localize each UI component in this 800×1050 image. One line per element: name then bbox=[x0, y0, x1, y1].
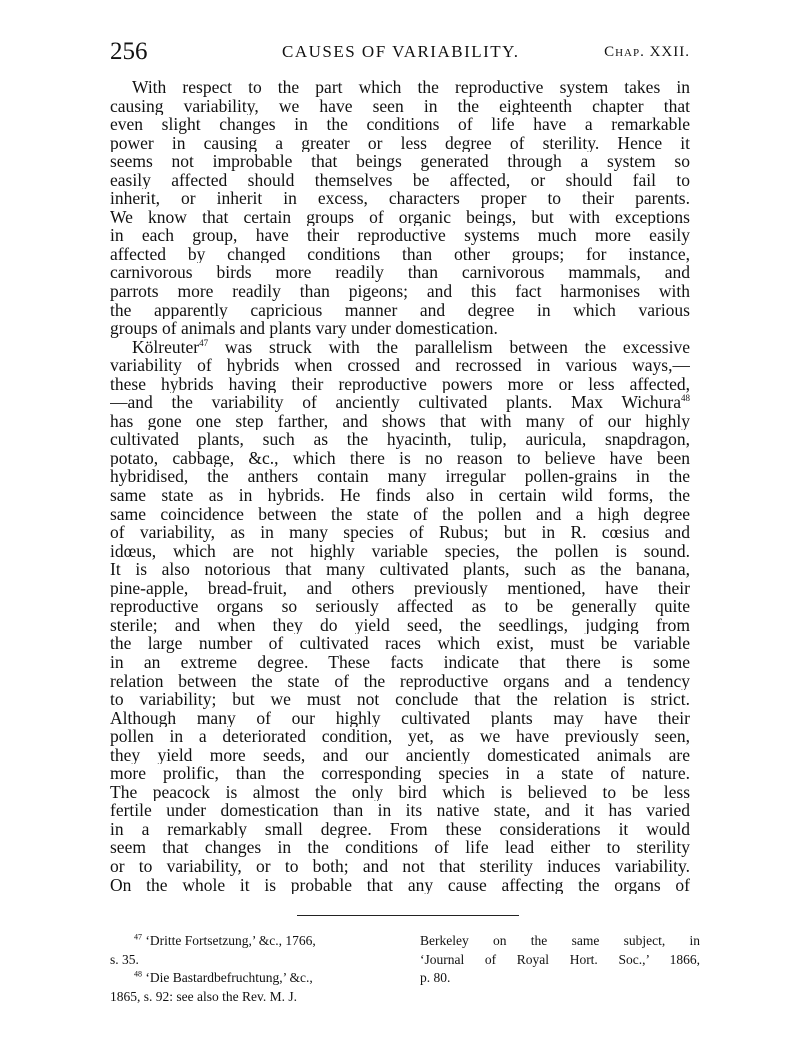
footnote-line bbox=[110, 932, 400, 951]
line-text: reproductive organs so seriously affected as to be generally quite bbox=[110, 597, 690, 616]
line-text: seems not improbable that beings generated through a system so bbox=[110, 152, 690, 171]
running-title: CAUSES OF VARIABILITY. bbox=[282, 42, 520, 61]
body-text bbox=[110, 78, 690, 894]
line-text: fertile under domestication than in its native state, and it has varied bbox=[110, 801, 690, 820]
text-line bbox=[110, 838, 690, 857]
line-text: hybridised, the anthers contain many irregular pollen-grains in the bbox=[110, 467, 690, 487]
text-line bbox=[110, 208, 690, 227]
footnote-ref[interactable]: 48 bbox=[681, 393, 690, 404]
line-text: idœus, which are not highly variable species, the pollen is sound. bbox=[110, 541, 690, 561]
line-text: Kölreuter bbox=[132, 337, 200, 357]
text-line bbox=[110, 356, 690, 375]
text-line bbox=[110, 727, 690, 746]
line-text: We know that certain groups of organic beings, but with exceptions bbox=[110, 207, 690, 227]
line-text: to variability; but we must not conclude that the relation is strict. bbox=[110, 690, 690, 709]
line-text: the apparently capricious manner and degree in which various bbox=[110, 300, 690, 320]
text-line bbox=[110, 189, 690, 208]
footnote-text: ‘Dritte Fortsetzung,’ &c., 1766, bbox=[142, 933, 316, 948]
footnote-text: s. 35. bbox=[110, 951, 139, 967]
line-text: parrots more readily than pigeons; and this fact harmonises with bbox=[110, 282, 690, 301]
text-line bbox=[110, 486, 690, 505]
line-text: sterile; and when they do yield seed, the seedlings, judging from bbox=[110, 615, 690, 635]
line-text-continued: was struck with the parallelism between the excessive bbox=[208, 337, 690, 357]
text-line bbox=[110, 134, 690, 153]
text-line bbox=[110, 820, 690, 839]
footnote-text: Berkeley on the same subject, in bbox=[420, 933, 700, 948]
line-text: relation between the state of the reproductive organs and a tendency bbox=[110, 671, 690, 691]
footnote-text: ‘Die Bastardbefruchtung,’ &c., bbox=[142, 970, 313, 985]
footnote-line bbox=[110, 969, 400, 988]
text-line bbox=[110, 523, 690, 542]
text-line bbox=[110, 560, 690, 579]
line-text: cultivated plants, such as the hyacinth, tulip, auricula, snapdragon, bbox=[110, 430, 690, 449]
footnotes-left-column bbox=[110, 932, 400, 1006]
line-text: affected by changed conditions than other groups; for instance, bbox=[110, 244, 690, 264]
chapter-label: Chap. XXII. bbox=[604, 44, 690, 60]
text-line bbox=[110, 412, 690, 431]
line-text: —and the variability of anciently cultivated plants. Max Wichura bbox=[110, 393, 681, 412]
footnotes-right-column bbox=[420, 932, 700, 988]
text-line bbox=[110, 653, 690, 672]
footnote-line bbox=[110, 951, 400, 970]
footnote-number: 48 bbox=[134, 969, 142, 979]
text-line bbox=[110, 579, 690, 598]
line-text: On the whole it is probable that any cause affecting the organs of bbox=[110, 875, 690, 895]
text-line bbox=[110, 783, 690, 802]
text-line bbox=[110, 634, 690, 653]
line-text: carnivorous birds more readily than carnivorous mammals, and bbox=[110, 263, 690, 283]
line-text: in a remarkably small degree. From these considerations it would bbox=[110, 819, 690, 839]
line-text: in each group, have their reproductive systems much more easily bbox=[110, 226, 690, 245]
text-line bbox=[110, 505, 690, 524]
text-line bbox=[110, 226, 690, 245]
line-text: power in causing a greater or less degree of sterility. Hence it bbox=[110, 133, 690, 153]
footnote-line bbox=[110, 988, 400, 1007]
text-line bbox=[110, 690, 690, 709]
footnote-line bbox=[420, 932, 700, 951]
footnote-text: 1865, s. 92: see also the Rev. M. J. bbox=[110, 988, 297, 1004]
line-text: groups of animals and plants vary under domestication. bbox=[110, 319, 498, 338]
line-text: The peacock is almost the only bird which is believed to be less bbox=[110, 782, 690, 802]
text-line bbox=[110, 857, 690, 876]
text-line bbox=[110, 876, 690, 895]
line-text: easily affected should themselves be affected, or should fail to bbox=[110, 170, 690, 190]
text-line bbox=[110, 171, 690, 190]
line-text: of variability, as in many species of Rubus; but in R. cœsius and bbox=[110, 523, 690, 542]
text-line bbox=[110, 764, 690, 783]
footnote-divider bbox=[297, 915, 519, 916]
text-line bbox=[110, 338, 690, 357]
footnote-ref[interactable]: 47 bbox=[199, 337, 209, 348]
line-text: has gone one step farther, and shows that with many of our highly bbox=[110, 411, 690, 431]
text-line bbox=[110, 282, 690, 301]
text-line bbox=[110, 746, 690, 765]
text-line bbox=[110, 672, 690, 691]
line-text: pine-apple, bread-fruit, and others previously mentioned, have their bbox=[110, 578, 690, 598]
text-line bbox=[110, 709, 690, 728]
footnote-text: p. 80. bbox=[420, 970, 451, 985]
line-text: they yield more seeds, and our anciently domesticated animals are bbox=[110, 745, 690, 765]
line-text: same coincidence between the state of the pollen and a high degree bbox=[110, 504, 690, 524]
text-line bbox=[110, 467, 690, 486]
text-line bbox=[110, 301, 690, 320]
line-text: potato, cabbage, &c., which there is no reason to believe have been bbox=[110, 448, 690, 468]
text-line bbox=[110, 115, 690, 134]
text-line bbox=[110, 245, 690, 264]
line-text: in an extreme degree. These facts indicate that there is some bbox=[110, 652, 690, 672]
line-text: seem that changes in the conditions of life lead either to sterility bbox=[110, 838, 690, 857]
line-text: the large number of cultivated races which exist, must be variable bbox=[110, 634, 690, 653]
text-line bbox=[110, 393, 690, 412]
line-text: more prolific, than the corresponding species in a state of nature. bbox=[110, 764, 690, 783]
text-line bbox=[110, 449, 690, 468]
text-line bbox=[110, 616, 690, 635]
text-line bbox=[110, 263, 690, 282]
text-line bbox=[110, 78, 690, 97]
line-text: pollen in a deteriorated condition, yet, as we have previously seen, bbox=[110, 727, 690, 746]
line-text: With respect to the part which the reproductive system takes in bbox=[132, 78, 690, 97]
line-text: or to variability, or to both; and not that sterility induces variability. bbox=[110, 856, 690, 876]
line-text: Although many of our highly cultivated plants may have their bbox=[110, 708, 690, 728]
page-header bbox=[110, 38, 690, 66]
line-text: causing variability, we have seen in the eighteenth chapter that bbox=[110, 96, 690, 116]
text-line bbox=[110, 430, 690, 449]
line-text: these hybrids having their reproductive powers more or less affected, bbox=[110, 374, 690, 394]
text-line bbox=[110, 319, 690, 338]
page-number: 256 bbox=[110, 38, 148, 65]
text-line bbox=[110, 97, 690, 116]
line-text: It is also notorious that many cultivated plants, such as the banana, bbox=[110, 560, 690, 579]
line-text: even slight changes in the conditions of life have a remarkable bbox=[110, 115, 690, 134]
line-text: same state as in hybrids. He finds also in certain wild forms, the bbox=[110, 486, 690, 505]
footnote-line bbox=[420, 969, 700, 988]
line-text: inherit, or inherit in excess, characters proper to their parents. bbox=[110, 189, 690, 208]
line-text: variability of hybrids when crossed and recrossed in various ways,— bbox=[110, 356, 690, 375]
text-line bbox=[110, 375, 690, 394]
text-line bbox=[110, 801, 690, 820]
text-line bbox=[110, 152, 690, 171]
footnote-line bbox=[420, 951, 700, 970]
footnote-number: 47 bbox=[134, 932, 142, 942]
text-line bbox=[110, 597, 690, 616]
text-line bbox=[110, 542, 690, 561]
footnote-text: ‘Journal of Royal Hort. Soc.,’ 1866, bbox=[420, 951, 700, 967]
